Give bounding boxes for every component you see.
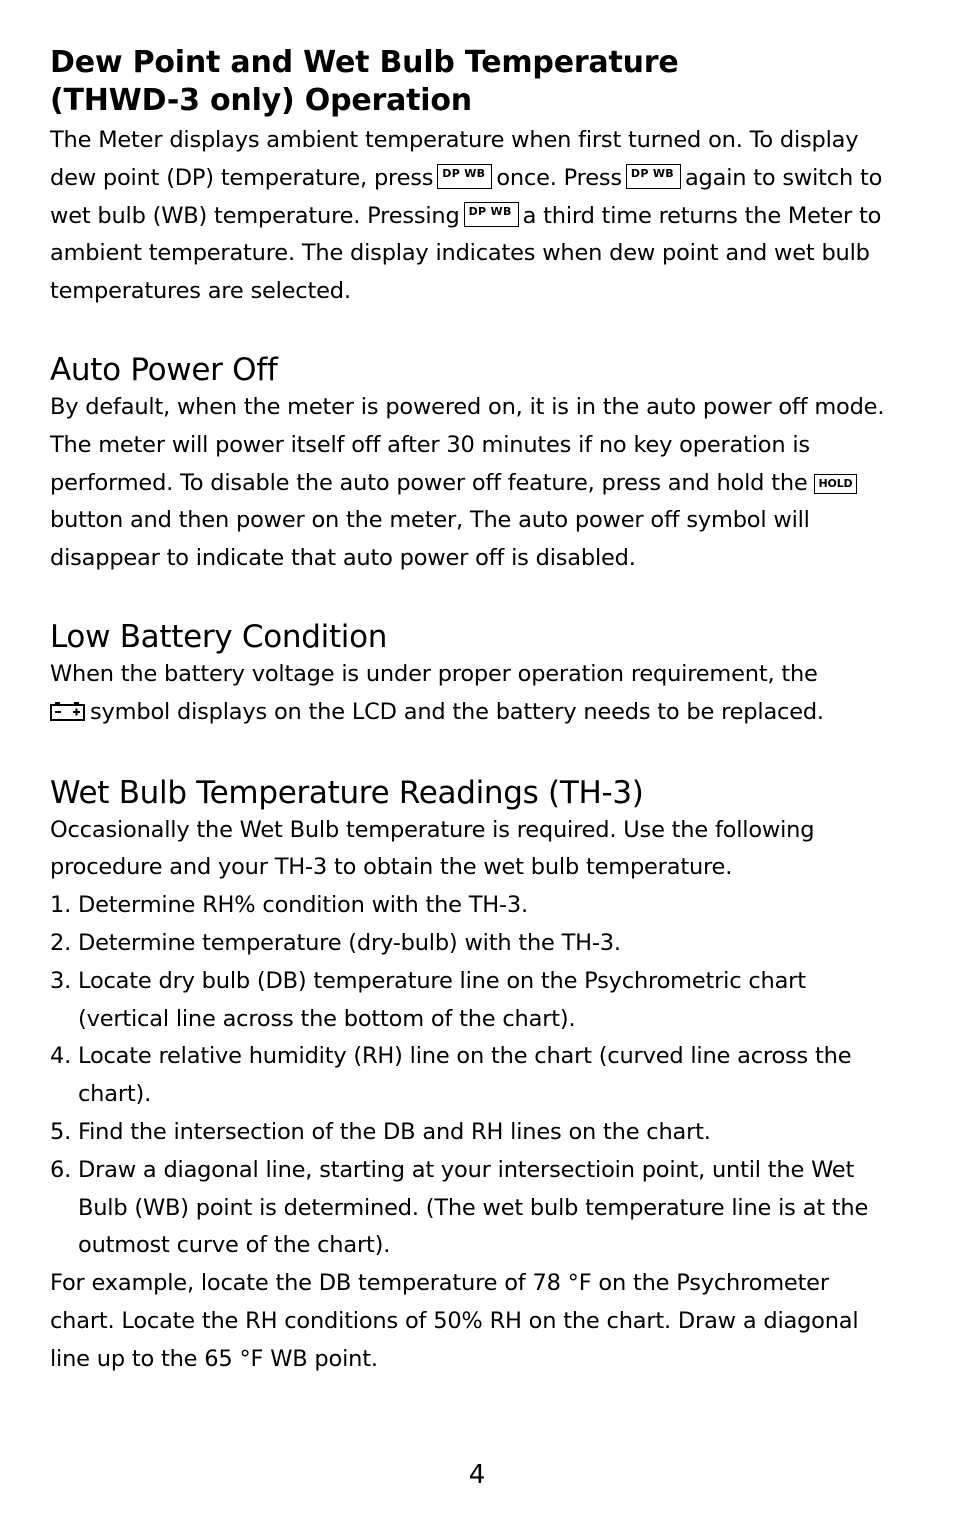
hold-key-icon: HOLD	[814, 474, 858, 494]
dp-wb-key-icon: DP WB	[437, 164, 492, 189]
wet-bulb-example: For example, locate the DB temperature of 78 °F on the Psychrometer chart. Locate the RH conditions of 50% RH on the chart. Draw a diagonal line up to the 65 °F WB point.	[50, 1270, 859, 1372]
list-item	[50, 1152, 900, 1265]
step-text: Draw a diagonal line, starting at your intersectioin point, until the Wet Bulb (WB) point is determined. (The wet bulb temperature line is at the outmost curve of the chart).	[78, 1156, 869, 1259]
auto-power-text-1: By default, when the meter is powered on, it is in the auto power off mode. The meter will power itself off after 30 minutes if no key operation is performed. To disable the auto power off feature, press and hold the	[50, 393, 885, 496]
dewpoint-text-4: a third time returns the Meter to ambient temperature. The display indicates when dew point and wet bulb temperatures are selected.	[50, 202, 882, 305]
dewpoint-title-line1: Dew Point and Wet Bulb Temperature	[50, 45, 679, 80]
battery-icon	[50, 696, 86, 734]
list-item	[50, 887, 900, 925]
dewpoint-text-3: again to switch to wet bulb (WB) temperature. Pressing	[50, 164, 883, 229]
auto-power-title: Auto Power Off	[50, 351, 278, 388]
dewpoint-text-1: The Meter displays ambient temperature when first turned on. To display dew point (DP) temperature, press	[50, 127, 859, 191]
auto-power-paragraph	[50, 389, 900, 578]
step-text: Locate relative humidity (RH) line on the chart (curved line across the chart).	[78, 1043, 852, 1108]
step-text: Determine temperature (dry-bulb) with the TH-3.	[78, 929, 621, 956]
step-number: 2.	[50, 929, 72, 956]
list-item	[50, 925, 900, 963]
auto-power-text-2: button and then power on the meter, The auto power off symbol will disappear to indicate that auto power off is disabled.	[50, 507, 810, 572]
low-battery-paragraph	[50, 656, 900, 734]
dewpoint-paragraph	[50, 122, 900, 311]
dewpoint-text-2: once. Press	[496, 164, 622, 191]
list-item	[50, 963, 900, 1039]
wet-bulb-intro: Occasionally the Wet Bulb temperature is required. Use the following procedure and your TH-3 to obtain the wet bulb temperature.	[50, 816, 815, 881]
wet-bulb-steps	[50, 887, 900, 1265]
low-battery-text-1: When the battery voltage is under proper operation requirement, the	[50, 660, 818, 687]
step-number: 5.	[50, 1118, 72, 1145]
dp-wb-key-icon: DP WB	[626, 164, 681, 189]
dewpoint-title-line2: (THWD-3 only) Operation	[50, 83, 472, 118]
step-number: 1.	[50, 892, 72, 919]
step-number: 6.	[50, 1156, 72, 1183]
list-item	[50, 1038, 900, 1114]
list-item	[50, 1114, 900, 1152]
step-text: Determine RH% condition with the TH-3.	[78, 892, 528, 919]
step-text: Locate dry bulb (DB) temperature line on the Psychrometric chart (vertical line across the bottom of the chart).	[78, 967, 806, 1032]
step-number: 3.	[50, 967, 72, 994]
step-text: Find the intersection of the DB and RH lines on the chart.	[78, 1118, 711, 1145]
page-content	[50, 44, 900, 1379]
dewpoint-title	[50, 44, 900, 120]
page-number: 4	[468, 1460, 486, 1490]
low-battery-text-2: symbol displays on the LCD and the battery needs to be replaced.	[90, 698, 824, 725]
step-number: 4.	[50, 1043, 72, 1070]
dp-wb-key-icon: DP WB	[464, 202, 519, 227]
low-battery-title: Low Battery Condition	[50, 618, 388, 655]
wet-bulb-title: Wet Bulb Temperature Readings (TH-3)	[50, 774, 644, 811]
